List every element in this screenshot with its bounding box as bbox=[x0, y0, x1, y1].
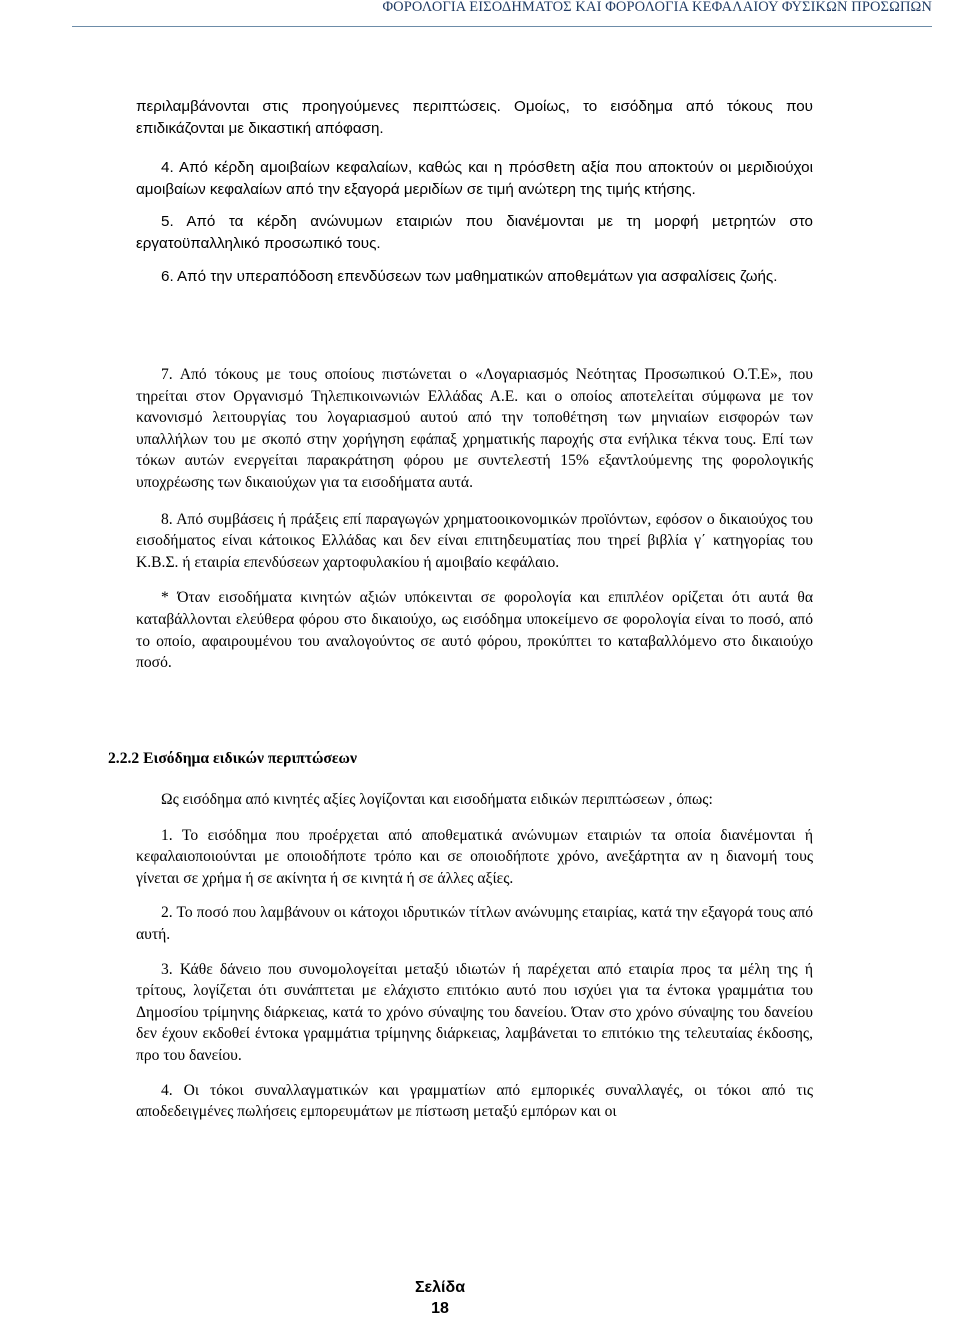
paragraph-item-4: 4. Από κέρδη αμοιβαίων κεφαλαίων, καθώς και η πρόσθετη αξία που αποκτούν οι μεριδιούχοι αμοιβαίων κεφαλαίων από την εξαγορά μεριδίων σε τιμή ανώτερη της τιμής κτήσης. bbox=[136, 159, 813, 198]
page-footer bbox=[380, 1277, 500, 1319]
paragraph-case-2: 2. Το ποσό που λαμβάνουν οι κάτοχοι ιδρυτικών τίτλων ανώνυμης εταιρίας, κατά την εξαγορά τους από αυτή. bbox=[136, 904, 813, 943]
paragraph-note: * Όταν εισοδήματα κινητών αξιών υπόκεινται σε φορολογία και επιπλέον ορίζεται ότι αυτά θα καταβάλλονται ελεύθερα φόρου στο δικαιούχο, ως εισόδημα υποκείμενο σε φορολογία είναι το ποσό, από το οποίο, αφαιρουμένου του αναλογούντος σε αυτό φόρου, προκύπτει το καταβαλλόμενο στο δικαιούχο ποσό. bbox=[136, 589, 813, 672]
bottom-text-block bbox=[136, 789, 813, 1123]
paragraph-continuation: περιλαμβάνονται στις προηγούμενες περιπτώσεις. Ομοίως, το εισόδημα από τόκους που επιδικάζονται με δικαστική απόφαση. bbox=[136, 98, 813, 137]
paragraph-item-6: 6. Από την υπεραπόδοση επενδύσεων των μαθηματικών αποθεμάτων για ασφαλίσεις ζωής. bbox=[161, 267, 778, 285]
paragraph-item-5: 5. Από τα κέρδη ανώνυμων εταιριών που διανέμονται με τη μορφή μετρητών στο εργατοϋπαλληλικό προσωπικό τους. bbox=[136, 213, 813, 252]
section-heading: 2.2.2 Εισόδημα ειδικών περιπτώσεων bbox=[108, 750, 357, 767]
paragraph-case-3: 3. Κάθε δάνειο που συνομολογείται μεταξύ ιδιωτών ή παρέχεται από εταιρία προς τα μέλη της ή τρίτους, λογίζεται ότι συνάπτεται με ελάχιστο επιτόκιο αυτό που ισχύει για τα έντοκα γραμμάτια του Δημοσίου τρίμηνης διάρκειας, κατά το χρόνο σύναψης του δανείου. Όταν στο χρόνο σύναψης του δανείου δεν έχουν εκδοθεί έντοκα γραμμάτια τρίμηνης διάρκειας, λαμβάνεται το επιτόκιο της τελευταίας έκδοσης, προ του δανείου. bbox=[136, 960, 813, 1064]
paragraph-case-1: 1. Το εισόδημα που προέρχεται από αποθεματικά ανώνυμων εταιριών τα οποία διανέμονται ή κεφαλαιοποιούνται με οποιοδήποτε τρόπο και σε οποιοδήποτε χρόνο, ανεξάρτητα αν η διανομή τους γίνεται σε χρήμα ή σε ακίνητα ή σε κινητά ή σε άλλες αξίες. bbox=[136, 826, 813, 887]
running-header bbox=[72, 0, 932, 27]
paragraph-item-7: 7. Από τόκους με τους οποίους πιστώνεται ο «Λογαριασμός Νεότητας Προσωπικού Ο.Τ.Ε», που τηρείται στον Οργανισμό Τηλεπικοινωνιών Ελλάδας Α.Ε. και ο οποίος αποτελείται σύμφωνα με τον κανονισμό λειτουργίας του λογαριασμού αυτού από την τοποθέτηση των μηνιαίων εισφορών των υπαλλήλων του με σκοπό στην χορήγηση εφάπαξ χρηματικής παροχής στα ενήλικα τέκνα τους. Επί των τόκων αυτών ενεργείται παρακράτηση φόρου με συντελεστή 15% εξαντλούμενης της φορολογικής υποχρέωσης των δικαιούχων για τα εισοδήματα αυτά. bbox=[136, 366, 813, 491]
header-title: ΦΟΡΟΛΟΓΙΑ ΕΙΣΟΔΗΜΑΤΟΣ ΚΑΙ ΦΟΡΟΛΟΓΙΑ ΚΕΦΑΛΑΙΟΥ ΦΥΣΙΚΩΝ ΠΡΟΣΩΠΩΝ bbox=[382, 0, 932, 15]
paragraph-intro: Ως εισόδημα από κινητές αξίες λογίζονται και εισοδήματα ειδικών περιπτώσεων , όπως: bbox=[161, 791, 713, 808]
top-text-block bbox=[136, 96, 813, 287]
paragraph-case-4: 4. Οι τόκοι συναλλαγματικών και γραμματίων από εμπορικές συναλλαγές, οι τόκοι από τις αποδεδειγμένες πωλήσεις εμπορευμάτων με πίστωση μεταξύ εμπόρων και οι bbox=[136, 1081, 813, 1121]
page-number: 18 bbox=[431, 1300, 449, 1317]
page-label: Σελίδα bbox=[414, 1279, 466, 1296]
middle-text-block bbox=[136, 364, 813, 674]
paragraph-item-8: 8. Από συμβάσεις ή πράξεις επί παραγωγών χρηματοοικονομικών προϊόντων, εφόσον ο δικαιούχος του εισοδήματος είναι κάτοικος Ελλάδας και δεν είναι επιτηδευματίας που τηρεί βιβλία γ΄ κατηγορίας του Κ.Β.Σ. ή εταιρία επενδύσεων χαρτοφυλακίου ή αμοιβαίο κεφάλαιο. bbox=[136, 510, 813, 571]
